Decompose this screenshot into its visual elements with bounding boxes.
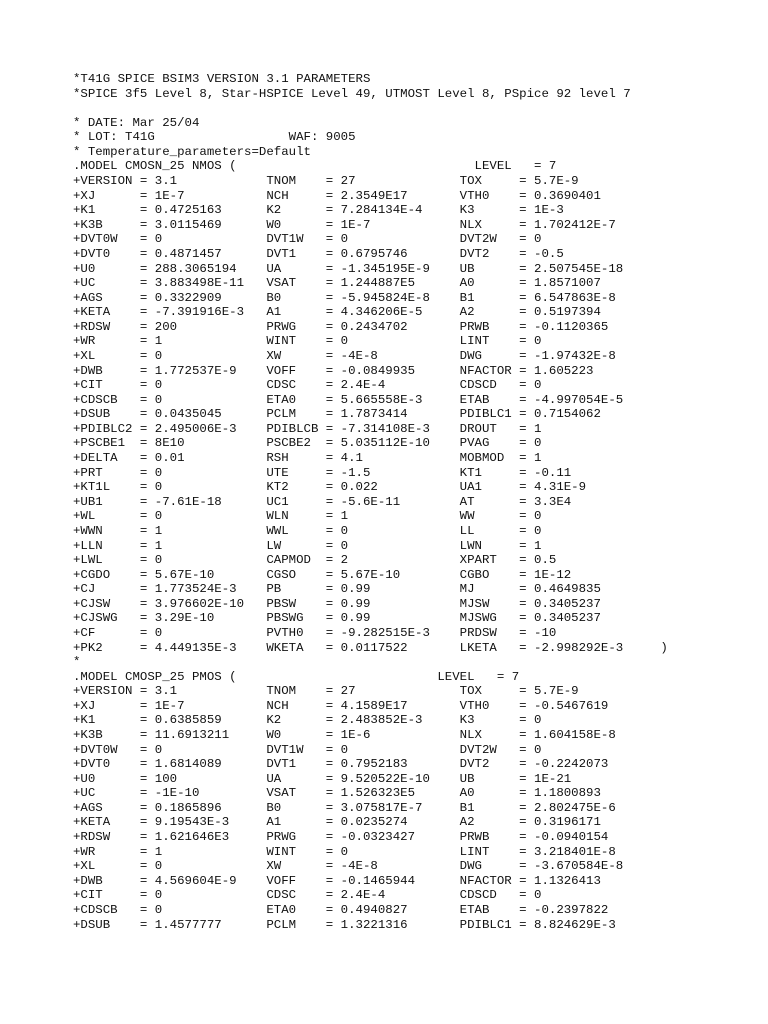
text-line: +K3B = 3.0115469 W0 = 1E-7 NLX = 1.702412E-7: [73, 217, 616, 232]
text-line: +CF = 0 PVTH0 = -9.282515E-3 PRDSW = -10: [73, 625, 557, 640]
text-line: * Temperature_parameters=Default: [73, 144, 311, 159]
text-line: +DSUB = 1.4577777 PCLM = 1.3221316 PDIBLC1 = 8.824629E-3: [73, 917, 616, 932]
text-line: +AGS = 0.3322909 B0 = -5.945824E-8 B1 = 6.547863E-8: [73, 290, 616, 305]
text-line: +CGDO = 5.67E-10 CGSO = 5.67E-10 CGBO = 1E-12: [73, 567, 572, 582]
text-line: * DATE: Mar 25/04: [73, 115, 200, 130]
text-line: +VERSION = 3.1 TNOM = 27 TOX = 5.7E-9: [73, 174, 579, 189]
text-line: +CJ = 1.773524E-3 PB = 0.99 MJ = 0.4649835: [73, 582, 601, 597]
text-line: +UB1 = -7.61E-18 UC1 = -5.6E-11 AT = 3.3E4: [73, 494, 572, 509]
text-line: +DVT0 = 1.6814089 DVT1 = 0.7952183 DVT2 = -0.2242073: [73, 757, 609, 772]
text-line: .MODEL CMOSP_25 PMOS ( LEVEL = 7: [73, 669, 520, 684]
text-line: +AGS = 0.1865896 B0 = 3.075817E-7 B1 = 2.802475E-6: [73, 800, 616, 815]
text-line: +DVT0W = 0 DVT1W = 0 DVT2W = 0: [73, 742, 542, 757]
text-line: +DELTA = 0.01 RSH = 4.1 MOBMOD = 1: [73, 451, 542, 466]
text-line: +XL = 0 XW = -4E-8 DWG = -1.97432E-8: [73, 348, 616, 363]
text-line: +DVT0 = 0.4871457 DVT1 = 0.6795746 DVT2 = -0.5: [73, 246, 564, 261]
text-line: +KT1L = 0 KT2 = 0.022 UA1 = 4.31E-9: [73, 480, 587, 495]
text-line: +DSUB = 0.0435045 PCLM = 1.7873414 PDIBLC1 = 0.7154062: [73, 407, 601, 422]
text-line: +WWN = 1 WWL = 0 LL = 0: [73, 523, 542, 538]
text-line: +LLN = 1 LW = 0 LWN = 1: [73, 538, 542, 553]
text-line: * LOT: T41G WAF: 9005: [73, 130, 356, 145]
text-line: *SPICE 3f5 Level 8, Star-HSPICE Level 49, UTMOST Level 8, PSpice 92 level 7: [73, 86, 631, 101]
text-line: +LWL = 0 CAPMOD = 2 XPART = 0.5: [73, 553, 557, 568]
text-line: +PK2 = 4.449135E-3 WKETA = 0.0117522 LKETA = -2.998292E-3 ): [73, 640, 668, 655]
text-line: +XJ = 1E-7 NCH = 4.1589E17 VTH0 = -0.5467619: [73, 698, 609, 713]
text-line: +PRT = 0 UTE = -1.5 KT1 = -0.11: [73, 465, 572, 480]
text-line: +XL = 0 XW = -4E-8 DWG = -3.670584E-8: [73, 859, 624, 874]
text-line: +U0 = 288.3065194 UA = -1.345195E-9 UB = 2.507545E-18: [73, 261, 624, 276]
text-line: +UC = 3.883498E-11 VSAT = 1.244887E5 A0 = 1.8571007: [73, 276, 601, 291]
text-line: .MODEL CMOSN_25 NMOS ( LEVEL = 7: [73, 159, 557, 174]
text-line: +XJ = 1E-7 NCH = 2.3549E17 VTH0 = 0.3690401: [73, 188, 601, 203]
text-line: +DWB = 4.569604E-9 VOFF = -0.1465944 NFACTOR = 1.1326413: [73, 873, 601, 888]
text-line: +KETA = -7.391916E-3 A1 = 4.346206E-5 A2 = 0.5197394: [73, 305, 601, 320]
text-line: +CDSCB = 0 ETA0 = 5.665558E-3 ETAB = -4.997054E-5: [73, 392, 624, 407]
text-line: +RDSW = 1.621646E3 PRWG = -0.0323427 PRWB = -0.0940154: [73, 830, 609, 845]
text-line: +VERSION = 3.1 TNOM = 27 TOX = 5.7E-9: [73, 684, 579, 699]
text-line: +WR = 1 WINT = 0 LINT = 3.218401E-8: [73, 844, 616, 859]
text-line: +WR = 1 WINT = 0 LINT = 0: [73, 334, 542, 349]
text-line: +CJSWG = 3.29E-10 PBSWG = 0.99 MJSWG = 0.3405237: [73, 611, 601, 626]
text-line: [73, 101, 763, 116]
text-line: +CJSW = 3.976602E-10 PBSW = 0.99 MJSW = 0.3405237: [73, 596, 601, 611]
text-line: +UC = -1E-10 VSAT = 1.526323E5 A0 = 1.1800893: [73, 786, 601, 801]
text-line: +PDIBLC2 = 2.495006E-3 PDIBLCB = -7.314108E-3 DROUT = 1: [73, 421, 542, 436]
text-line: +CIT = 0 CDSC = 2.4E-4 CDSCD = 0: [73, 378, 542, 393]
text-line: +DWB = 1.772537E-9 VOFF = -0.0849935 NFACTOR = 1.605223: [73, 363, 594, 378]
text-line: *T41G SPICE BSIM3 VERSION 3.1 PARAMETERS: [73, 72, 371, 86]
text-line: +PSCBE1 = 8E10 PSCBE2 = 5.035112E-10 PVAG = 0: [73, 436, 542, 451]
text-line: +RDSW = 200 PRWG = 0.2434702 PRWB = -0.1120365: [73, 319, 609, 334]
text-line: +K3B = 11.6913211 W0 = 1E-6 NLX = 1.604158E-8: [73, 728, 616, 743]
text-line: +DVT0W = 0 DVT1W = 0 DVT2W = 0: [73, 232, 542, 247]
text-line: +U0 = 100 UA = 9.520522E-10 UB = 1E-21: [73, 771, 572, 786]
text-line: +CIT = 0 CDSC = 2.4E-4 CDSCD = 0: [73, 888, 542, 903]
text-line: +KETA = 9.19543E-3 A1 = 0.0235274 A2 = 0.3196171: [73, 815, 601, 830]
text-line: +K1 = 0.6385859 K2 = 2.483852E-3 K3 = 0: [73, 713, 542, 728]
text-line: +K1 = 0.4725163 K2 = 7.284134E-4 K3 = 1E-3: [73, 203, 564, 218]
spice-model-document: [73, 72, 763, 932]
text-line: *: [73, 655, 81, 670]
text-line: +CDSCB = 0 ETA0 = 0.4940827 ETAB = -0.2397822: [73, 902, 609, 917]
text-line: +WL = 0 WLN = 1 WW = 0: [73, 509, 542, 524]
